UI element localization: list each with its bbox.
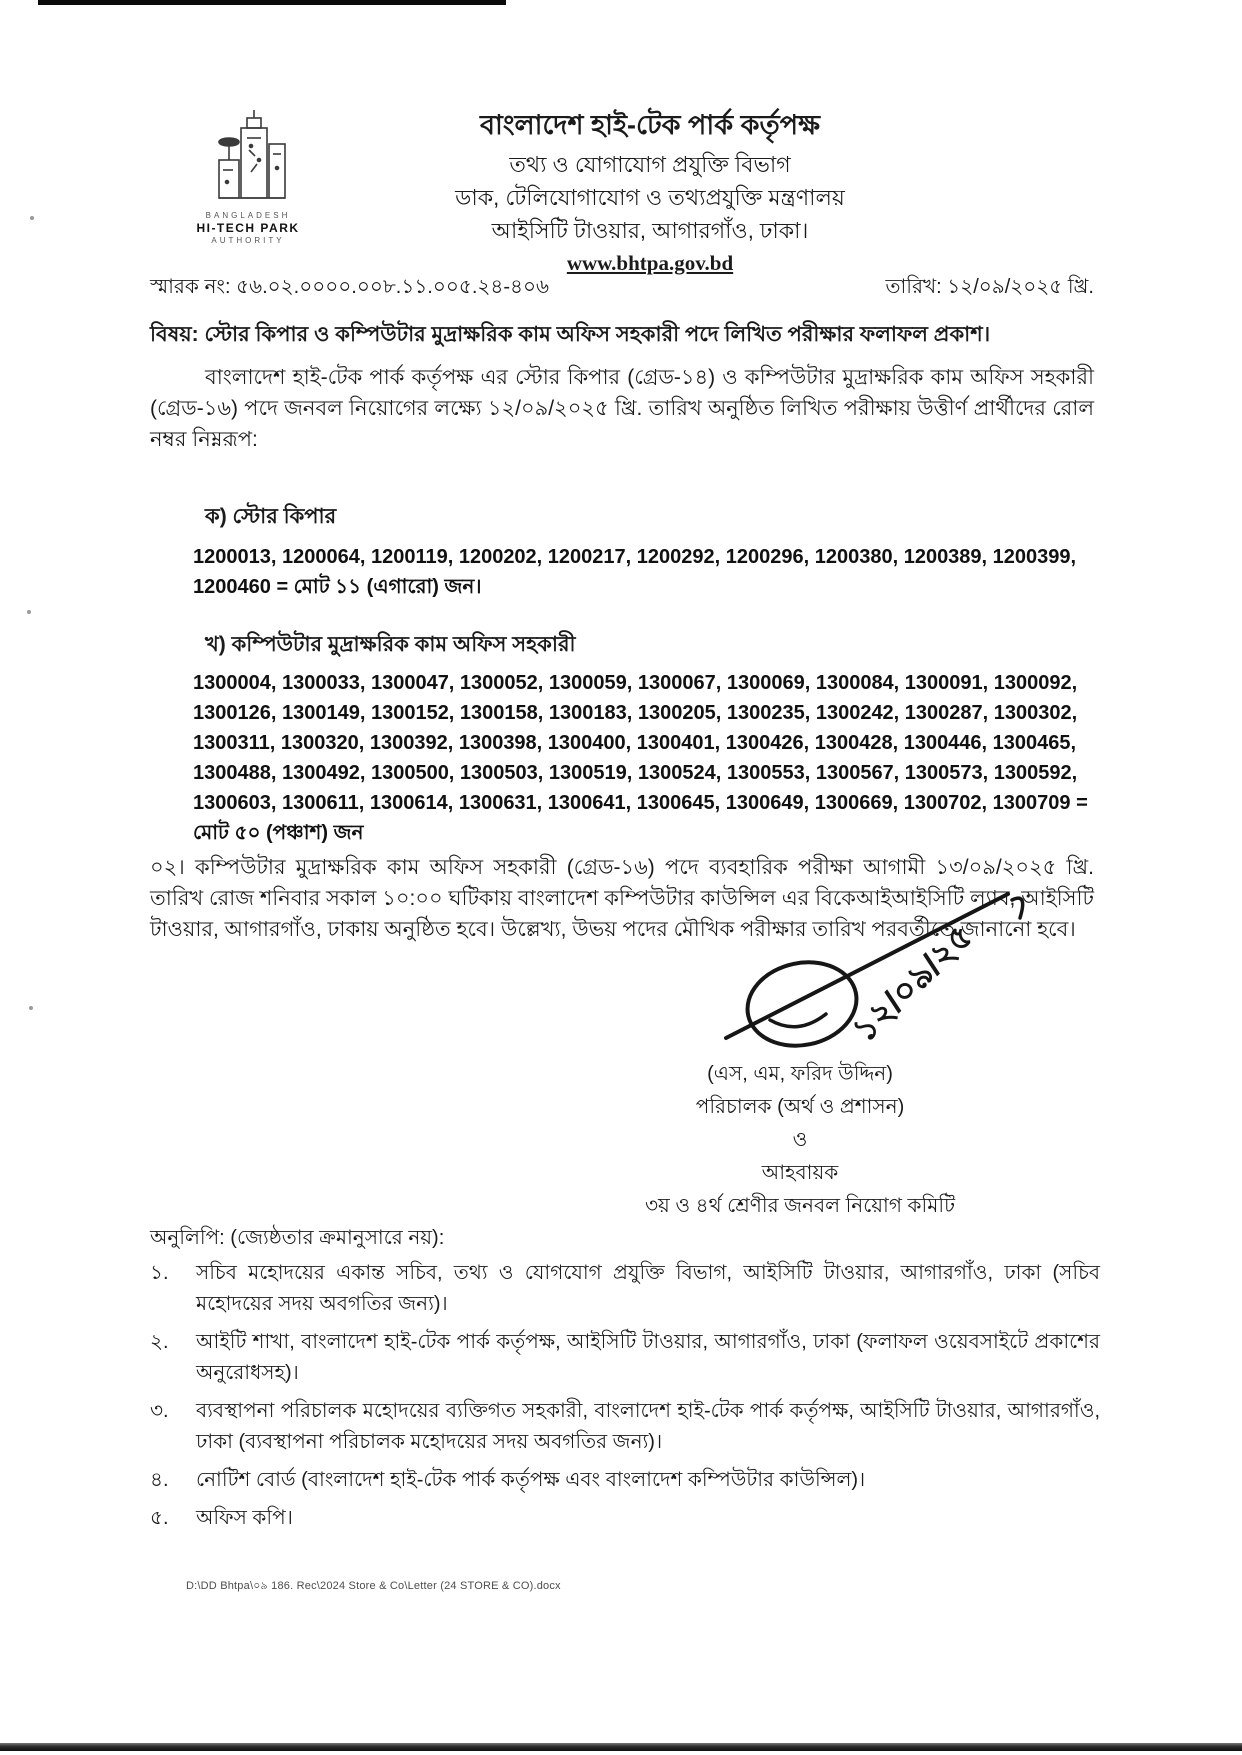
org-logo [178,110,318,246]
section-a-roll-numbers [193,542,1093,602]
subject-line: বিষয়: স্টোর কিপার ও কম্পিউটার মুদ্রাক্ষরিক কাম অফিস সহকারী পদে লিখিত পরীক্ষার ফলাফল প্রকাশ। [150,323,991,346]
footer-file-path: D:\DD Bhtpa\০৯ 186. Rec\2024 Store & Co\Letter (24 STORE & CO).docx [186,1580,561,1592]
copy-item-text: আইটি শাখা, বাংলাদেশ হাই-টেক পার্ক কর্তৃপক্ষ, আইসিটি টাওয়ার, আগারগাঁও, ঢাকা (ফলাফল ওয়েবসাইটে প্রকাশের অনুরোধসহ)। [196,1331,1100,1384]
scan-artifact-dot [30,216,34,220]
logo-caption-bangladesh: BANGLADESH [205,211,291,220]
signatory-designation: পরিচালক (অর্থ ও প্রশাসন) [695,1096,905,1118]
copy-item-number: ৪. [150,1469,169,1491]
copy-item-text: ব্যবস্থাপনা পরিচালক মহোদয়ের ব্যক্তিগত সহকারী, বাংলাদেশ হাই-টেক পার্ক কর্তৃপক্ষ, আইসিটি টাওয়ার, আগারগাঁও, ঢাকা (ব্যবস্থাপনা পরিচালক মহোদয়ের সদয় অবগতির জন্য)। [196,1400,1100,1453]
copy-list-item [150,1503,1100,1534]
signature-block [600,1058,1000,1223]
letter-date: তারিখ: ১২/০৯/২০২৫ খ্রি. [885,276,1094,298]
section-a-heading: ক) স্টোর কিপার [205,505,337,528]
signatory-conjunction: ও [792,1129,808,1151]
copy-item-number: ১. [150,1262,169,1284]
signature-scrawl-icon [690,852,1100,1062]
org-website-link: www.bhtpa.gov.bd [566,251,734,275]
memo-number: স্মারক নং: ৫৬.০২.০০০০.০০৮.১১.০০৫.২৪-৪০৬ [150,276,550,298]
scan-artifact-dot [27,610,31,614]
copy-list [150,1258,1100,1541]
section-b-roll-numbers [193,668,1093,848]
scan-artifact-bottom-line [0,1743,1242,1751]
roll-list-a: 1200013, 1200064, 1200119, 1200202, 1200217, 1200292, 1200296, 1200380, 1200389, 1200399, 1200460 [193,546,1077,598]
body-paragraph-1: বাংলাদেশ হাই-টেক পার্ক কর্তৃপক্ষ এর স্টোর কিপার (গ্রেড-১৪) ও কম্পিউটার মুদ্রাক্ষরিক কাম অফিস সহকারী (গ্রেড-১৬) পদে জনবল নিয়োগের লক্ষ্যে ১২/০৯/২০২৫ খ্রি. তারিখ অনুষ্ঠিত লিখিত পরীক্ষায় উত্তীর্ণ প্রার্থীদের রোল নম্বর নিম্নরূপ: [150,366,1094,451]
section-b-heading: খ) কম্পিউটার মুদ্রাক্ষরিক কাম অফিস সহকারী [205,633,576,656]
copy-item-number: ৫. [150,1507,169,1529]
signatory-committee: ৩য় ও ৪র্থ শ্রেণীর জনবল নিয়োগ কমিটি [645,1195,955,1217]
copy-item-number: ২. [150,1331,169,1353]
memo-row [150,272,1094,305]
copy-list-item [150,1465,1100,1496]
signature-handwritten-date: ১২/০৯/২৫ [845,917,981,1050]
org-ministry: ডাক, টেলিযোগাযোগ ও তথ্যপ্রযুক্তি মন্ত্রণালয় [455,185,845,210]
org-name: বাংলাদেশ হাই-টেক পার্ক কর্তৃপক্ষ [480,110,820,140]
copy-item-text: নোটিশ বোর্ড (বাংলাদেশ হাই-টেক পার্ক কর্তৃপক্ষ এবং বাংলাদেশ কম্পিউটার কাউন্সিল)। [196,1469,866,1491]
copy-list-heading: অনুলিপি: (জ্যেষ্ঠতার ক্রমানুসারে নয়): [150,1227,445,1249]
logo-caption-hitech-park: HI-TECH PARK [196,221,300,235]
hitech-park-logo-icon [189,110,307,210]
letterhead [300,108,1000,279]
org-division: তথ্য ও যোগাযোগ প্রযুক্তি বিভাগ [509,152,791,177]
roll-list-b: 1300004, 1300033, 1300047, 1300052, 1300059, 1300067, 1300069, 1300084, 1300091, 1300092, 1300126, 1300149, 1300152, 1300158, 1300183, 1300205, 1300235, 1300242, 1300287, 1300302, 1300311, 1300320, 1300392, 1300398, 1300400, 1300401, 1300426, 1300428, 1300446, 1300465, 1300488, 1300492, 1300500, 1300503, 1300519, 1300524, 1300553, 1300567, 1300573, 1300592, 1300603, 1300611, 1300614, 1300631, 1300641, 1300645, 1300649, 1300669, 1300702, 1300709 [193,672,1078,814]
copy-item-text: অফিস কপি। [196,1507,293,1529]
signatory-role: আহবায়ক [761,1162,839,1184]
signatory-name: (এস, এম, ফরিদ উদ্দিন) [707,1063,893,1085]
copy-list-item [150,1327,1100,1389]
copy-list-item [150,1258,1100,1320]
org-address: আইসিটি টাওয়ার, আগারগাঁও, ঢাকা। [491,218,809,243]
scan-artifact-top-line [38,0,506,5]
scan-artifact-dot [29,1006,33,1010]
copy-item-text: সচিব মহোদয়ের একান্ত সচিব, তথ্য ও যোগযোগ প্রযুক্তি বিভাগ, আইসিটি টাওয়ার, আগারগাঁও, ঢাকা (সচিব মহোদয়ের সদয় অবগতির জন্য)। [196,1262,1100,1315]
section-a-total: = মোট ১১ (এগারো) জন। [276,576,482,598]
logo-caption-authority: AUTHORITY [211,236,285,245]
section-b-total: = মোট ৫০ (পঞ্চাশ) জন [193,792,1088,844]
body-paragraph-2: ০২। কম্পিউটার মুদ্রাক্ষরিক কাম অফিস সহকারী (গ্রেড-১৬) পদে ব্যবহারিক পরীক্ষা আগামী ১৩/০৯/২০২৫ খ্রি. তারিখ রোজ শনিবার সকাল ১০:০০ ঘটিকায় বাংলাদেশ কম্পিউটার কাউন্সিল এর বিকেআইআইসিটি ল্যাব, আইসিটি টাওয়ার, আগারগাঁও, ঢাকায় অনুষ্ঠিত হবে। উল্লেখ্য, উভয় পদের মৌখিক পরীক্ষার তারিখ পরবর্তীতে জানানো হবে। [150,856,1094,941]
copy-list-item [150,1396,1100,1458]
copy-item-number: ৩. [150,1400,169,1422]
